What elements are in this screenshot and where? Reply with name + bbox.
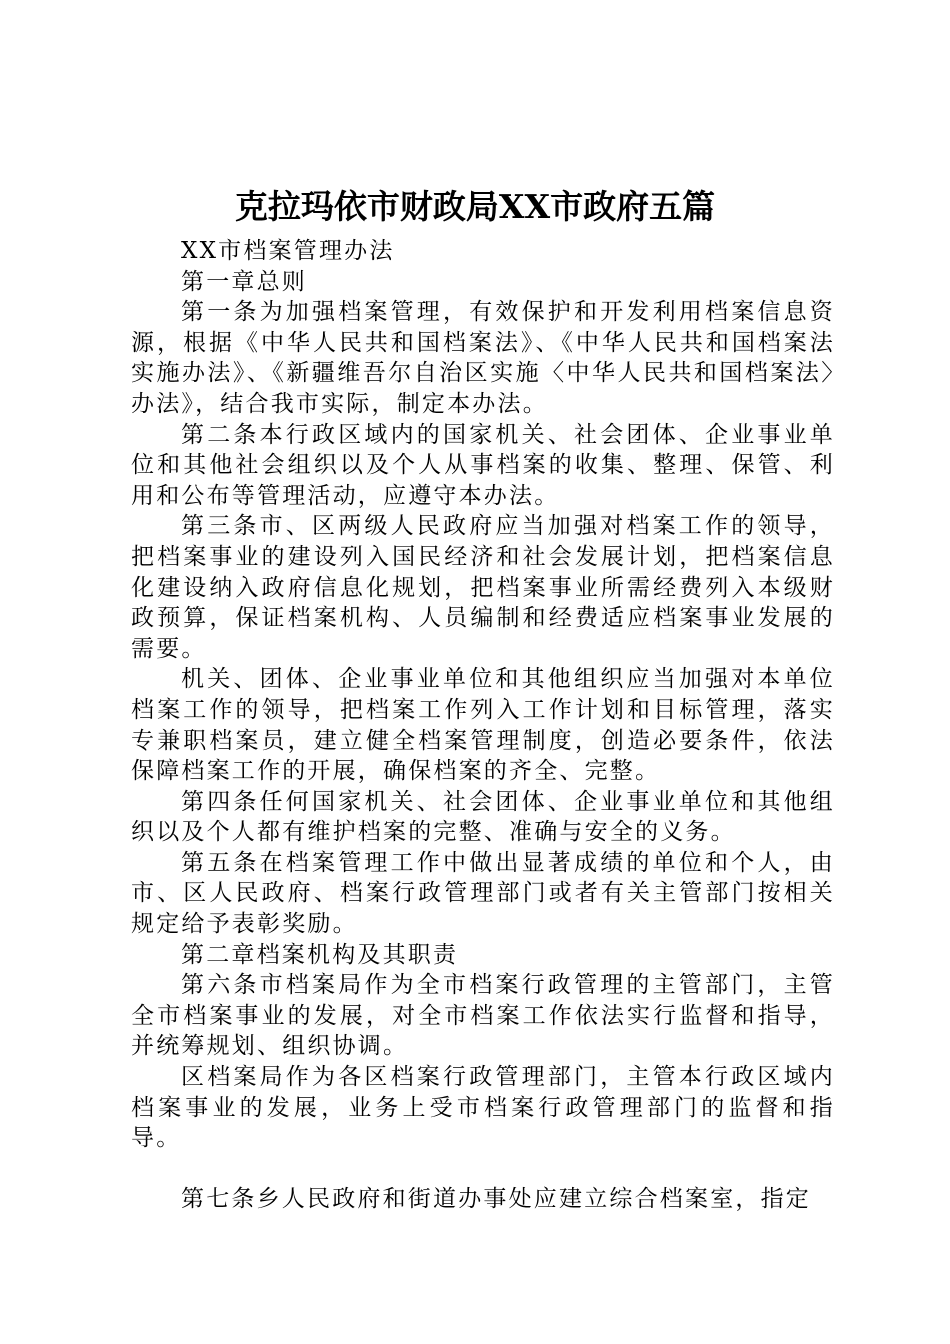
section-heading-doc-name: XX市档案管理办法 xyxy=(181,238,395,264)
article-6: 第六条市档案局作为全市档案行政管理的主管部门，主管全市档案事业的发展，对全市档案工作依法实行监督和指导，并统筹规划、组织协调。 xyxy=(131,972,835,1060)
article-7: 第七条乡人民政府和街道办事处应建立综合档案室，指定 xyxy=(181,1185,811,1212)
chapter-heading-2: 第二章档案机构及其职责 xyxy=(181,941,459,968)
document-title: 克拉玛依市财政局XX市政府五篇 xyxy=(234,187,716,226)
article-3-continued: 机关、团体、企业事业单位和其他组织应当加强对本单位档案工作的领导，把档案工作列入工作计划和目标管理，落实专兼职档案员，建立健全档案管理制度，创造必要条件，依法保障档案工作的开展，确保档案的齐全、完整。 xyxy=(131,666,835,785)
article-5: 第五条在档案管理工作中做出显著成绩的单位和个人，由市、区人民政府、档案行政管理部门或者有关主管部门按相关规定给予表彰奖励。 xyxy=(131,849,835,938)
article-2: 第二条本行政区域内的国家机关、社会团体、企业事业单位和其他社会组织以及个人从事档案的收集、整理、保管、利用和公布等管理活动，应遵守本办法。 xyxy=(131,421,835,509)
chapter-heading-1: 第一章总则 xyxy=(181,268,307,295)
article-1: 第一条为加强档案管理，有效保护和开发利用档案信息资源，根据《中华人民共和国档案法》、《中华人民共和国档案法实施办法》、《新疆维吾尔自治区实施〈中华人民共和国档案法〉办法》，结合我市实际，制定本办法。 xyxy=(131,299,835,417)
article-4: 第四条任何国家机关、社会团体、企业事业单位和其他组织以及个人都有维护档案的完整、准确与安全的义务。 xyxy=(131,788,835,846)
article-6-continued: 区档案局作为各区档案行政管理部门，主管本行政区域内档案事业的发展，业务上受市档案行政管理部门的监督和指导。 xyxy=(131,1064,835,1152)
document-body xyxy=(131,236,835,1214)
article-3: 第三条市、区两级人民政府应当加强对档案工作的领导，把档案事业的建设列入国民经济和社会发展计划，把档案信息化建设纳入政府信息化规划，把档案事业所需经费列入本级财政预算，保证档案机构、人员编制和经费适应档案事业发展的需要。 xyxy=(131,513,835,662)
paragraph-gap xyxy=(131,1154,835,1184)
